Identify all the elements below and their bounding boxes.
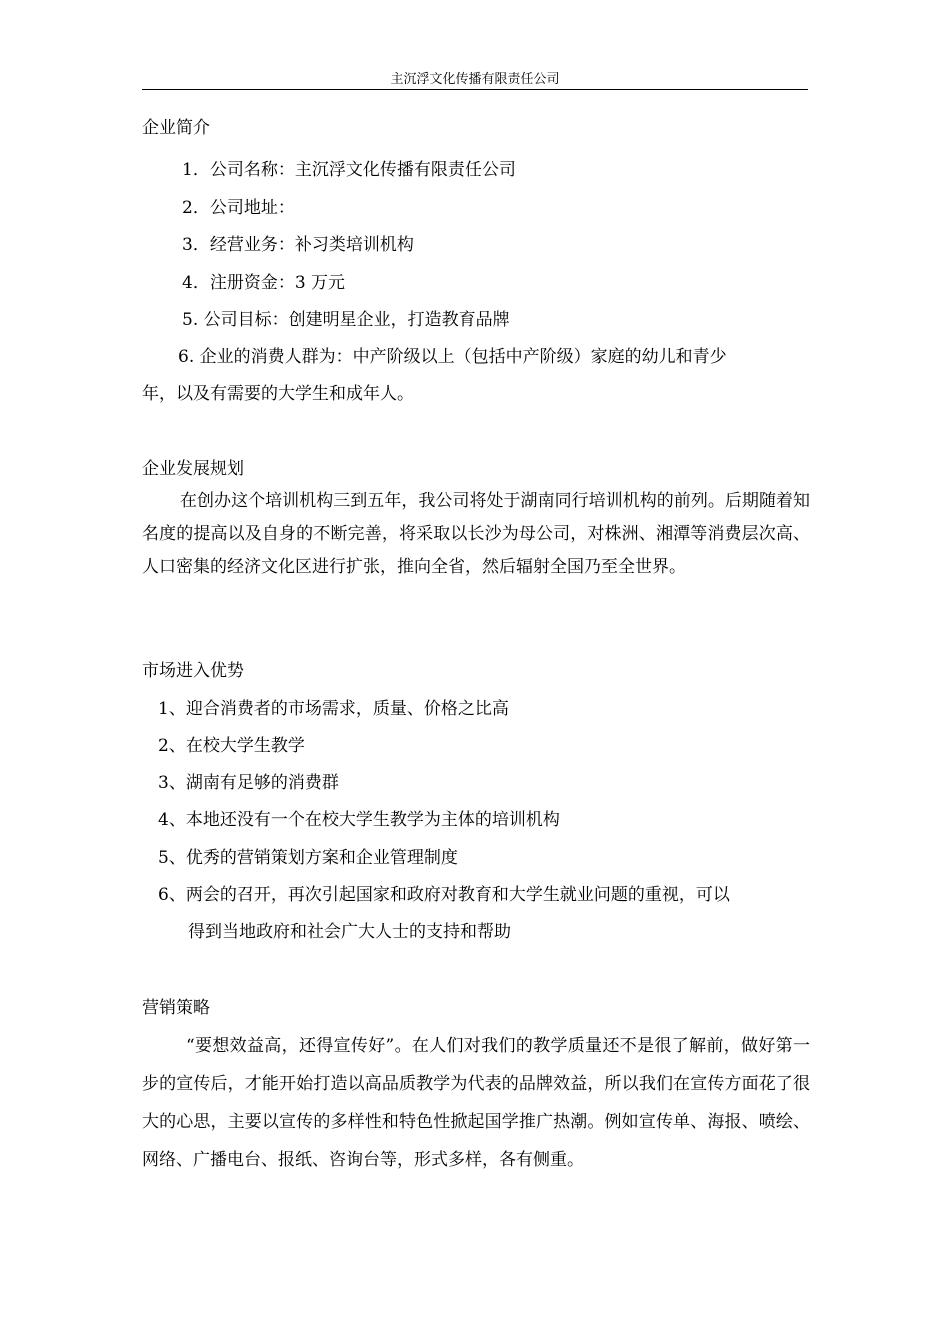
section-title-advantage: 市场进入优势: [142, 661, 244, 681]
intro-item: 1．公司名称：主沉浮文化传播有限责任公司: [182, 160, 516, 180]
intro-item-6-line1: 6. 企业的消费人群为：中产阶级以上（包括中产阶级）家庭的幼儿和青少: [178, 347, 727, 367]
advantage-item: 3、湖南有足够的消费群: [158, 773, 339, 793]
advantage-item: 2、在校大学生教学: [158, 736, 305, 756]
advantage-item: 5、优秀的营销策划方案和企业管理制度: [158, 848, 458, 868]
intro-item: 3．经营业务：补习类培训机构: [182, 235, 414, 255]
advantage-item-6-line1: 6、两会的召开，再次引起国家和政府对教育和大学生就业问题的重视，可以: [158, 885, 730, 905]
section-title-marketing: 营销策略: [142, 998, 210, 1018]
intro-item: 5. 公司目标：创建明星企业，打造教育品牌: [182, 310, 510, 330]
section-title-intro: 企业简介: [142, 118, 210, 138]
advantage-item: 4、本地还没有一个在校大学生教学为主体的培训机构: [158, 810, 560, 830]
plan-paragraph: 在创办这个培训机构三到五年，我公司将处于湖南同行培训机构的前列。后期随着知名度的提高以及自身的不断完善，将采取以长沙为母公司，对株洲、湘潭等消费层次高、人口密集的经济文化区进行扩张，推向全省，然后辐射全国乃至全世界。: [142, 491, 810, 577]
section-title-plan: 企业发展规划: [142, 459, 244, 479]
marketing-paragraph: “要想效益高，还得宣传好”。在人们对我们的教学质量还不是很了解前，做好第一步的宣传后，才能开始打造以高品质教学为代表的品牌效益，所以我们在宣传方面花了很大的心思，主要以宣传的多样性和特色性掀起国学推广热潮。例如宣传单、海报、喷绘、网络、广播电台、报纸、咨询台等，形式多样，各有侧重。: [142, 1036, 810, 1170]
advantage-item-6-line2: 得到当地政府和社会广大人士的支持和帮助: [188, 922, 511, 942]
page-header: 主沉浮文化传播有限责任公司: [142, 71, 808, 90]
intro-item: 4．注册资金：3 万元: [182, 273, 346, 293]
intro-item: 2．公司地址：: [182, 198, 295, 218]
advantage-item: 1、迎合消费者的市场需求，质量、价格之比高: [158, 699, 509, 719]
intro-item-6-line2: 年，以及有需要的大学生和成年人。: [142, 384, 414, 404]
